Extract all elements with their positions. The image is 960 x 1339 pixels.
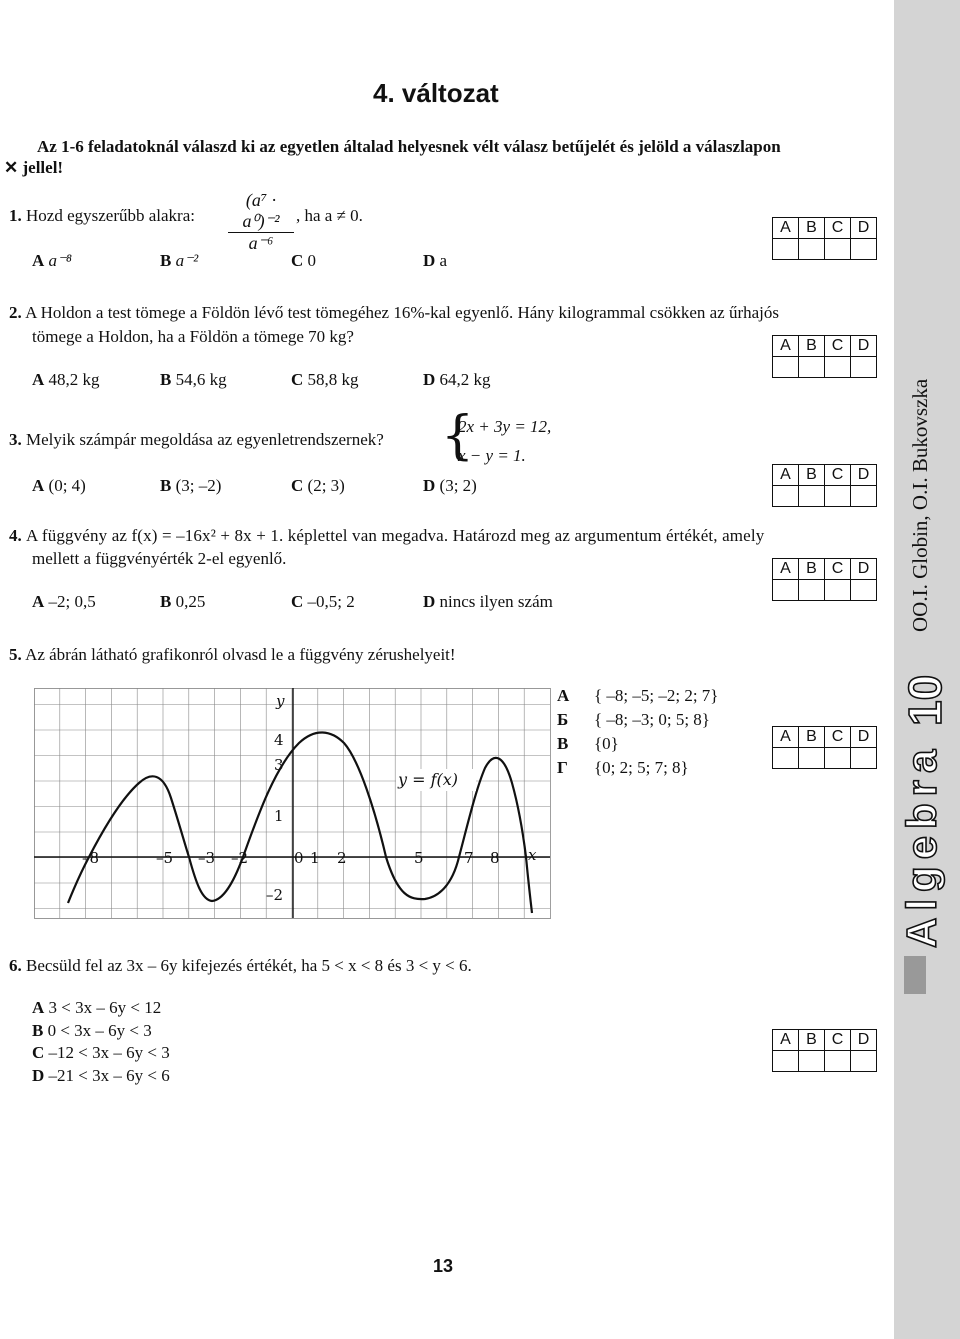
q1-answer-box-b[interactable] bbox=[799, 239, 825, 260]
q4-prompt: 4. A függvény az f(x) = –16x² + 8x + 1. képlettel van megadva. Határozd meg az argumentum értékét, amely bbox=[9, 526, 765, 545]
page-title: 4. változat bbox=[373, 78, 499, 108]
q1-prompt bbox=[9, 206, 195, 226]
q5-option-b-text: { –8; –3; 0; 5; 8} bbox=[594, 710, 710, 729]
q4-option-b: B 0,25 bbox=[160, 592, 206, 611]
q2-answer-box-c[interactable] bbox=[825, 357, 851, 378]
q4-answer-box-a[interactable] bbox=[773, 580, 799, 601]
q1-answer-box-a[interactable] bbox=[773, 239, 799, 260]
q1-denominator: a⁻⁶ bbox=[248, 233, 274, 253]
function-curve bbox=[68, 732, 532, 913]
q2-option-d: D 64,2 kg bbox=[423, 370, 491, 389]
q1-fraction bbox=[228, 190, 294, 254]
q5-answer-box-c[interactable] bbox=[825, 748, 851, 769]
q6-answer-box-a[interactable] bbox=[773, 1051, 799, 1072]
page-number: 13 bbox=[433, 1256, 454, 1276]
q4-answer-box-b[interactable] bbox=[799, 580, 825, 601]
y-tick-1: 1 bbox=[274, 807, 284, 825]
q3-option-d: D (3; 2) bbox=[423, 476, 477, 495]
q3-option-a: A (0; 4) bbox=[32, 476, 86, 495]
x-tick-minus3: –3 bbox=[198, 849, 216, 867]
q5-option-a: А bbox=[557, 686, 570, 705]
q2-option-c: C 58,8 kg bbox=[291, 370, 359, 389]
x-tick-8: 8 bbox=[490, 849, 500, 867]
q6-answer-box-c[interactable] bbox=[825, 1051, 851, 1072]
y-tick-3: 3 bbox=[274, 756, 284, 774]
q1-answer-box-c[interactable] bbox=[825, 239, 851, 260]
instructions-tail: jellel! bbox=[22, 158, 64, 177]
q2-prompt-line2: tömege a Holdon, ha a Földön a tömege 70 kg? bbox=[32, 327, 354, 346]
sidebar-grade: 10 bbox=[899, 674, 951, 726]
x-tick-minus5: –5 bbox=[156, 849, 174, 867]
cross-icon: ✕ bbox=[4, 158, 19, 177]
x-axis-label: x bbox=[528, 846, 537, 864]
q2-prompt: 2. A Holdon a test tömege a Földön lévő test tömegéhez 16%-kal egyenlő. Hány kilogrammal csökken az űrhajós bbox=[9, 303, 780, 322]
q5-option-a-text: { –8; –5; –2; 2; 7} bbox=[594, 686, 719, 705]
q3-system-brace: { bbox=[441, 406, 475, 466]
q5-answer-box-d[interactable] bbox=[851, 748, 877, 769]
q4-answer-grid: A B C D bbox=[772, 558, 877, 601]
q1-answer-box-d[interactable] bbox=[851, 239, 877, 260]
q3-answer-box-a[interactable] bbox=[773, 486, 799, 507]
q3-answer-grid: A B C D bbox=[772, 464, 877, 507]
q2-answer-box-a[interactable] bbox=[773, 357, 799, 378]
q1-numerator: (a⁷ · a⁰)⁻² bbox=[228, 190, 294, 233]
q5-answer-grid: A B C D bbox=[772, 726, 877, 769]
instructions: Az 1-6 feladatoknál válaszd ki az egyetlen általad helyesnek vélt válasz betűjelét és jelöld a válaszlapon bbox=[37, 137, 781, 156]
q6-option-d: D –21 < 3x – 6y < 6 bbox=[32, 1066, 170, 1085]
q1-number: 1. bbox=[9, 206, 22, 225]
q1-option-c: C 0 bbox=[291, 251, 317, 270]
sidebar-subject: Algebra bbox=[898, 742, 945, 948]
function-graph bbox=[34, 688, 552, 920]
q4-option-d: D nincs ilyen szám bbox=[423, 592, 553, 611]
q1-option-b: B a⁻² bbox=[160, 251, 199, 270]
q5-option-b: Б bbox=[557, 710, 569, 729]
x-tick-0: 0 bbox=[294, 849, 304, 867]
q4-prompt-line2: mellett a függvényérték 2-el egyenlő. bbox=[32, 549, 287, 568]
q6-option-c: C –12 < 3x – 6y < 3 bbox=[32, 1043, 170, 1062]
sidebar-decor-block bbox=[904, 956, 926, 994]
q5-option-c: В bbox=[557, 734, 569, 753]
q5-option-d-text: {0; 2; 5; 7; 8} bbox=[594, 758, 689, 777]
q6-answer-box-d[interactable] bbox=[851, 1051, 877, 1072]
q3-option-c: C (2; 3) bbox=[291, 476, 345, 495]
q1-option-a: A a⁻⁸ bbox=[32, 251, 72, 270]
function-label: y = f(x) bbox=[398, 770, 459, 789]
y-tick-minus2: –2 bbox=[266, 886, 284, 904]
q5-option-c-text: {0} bbox=[594, 734, 619, 753]
q6-answer-box-b[interactable] bbox=[799, 1051, 825, 1072]
x-tick-5: 5 bbox=[414, 849, 424, 867]
q2-option-a: A 48,2 kg bbox=[32, 370, 100, 389]
q5-option-d: Г bbox=[557, 758, 568, 777]
q6-option-b: B 0 < 3x – 6y < 3 bbox=[32, 1021, 152, 1040]
q4-answer-box-d[interactable] bbox=[851, 580, 877, 601]
q2-answer-box-d[interactable] bbox=[851, 357, 877, 378]
q6-prompt: 6. Becsüld fel az 3x – 6y kifejezés értékét, ha 5 < x < 8 és 3 < y < 6. bbox=[9, 956, 472, 975]
q1-option-d: D a bbox=[423, 251, 448, 270]
q3-equation-2: x − y = 1. bbox=[458, 446, 526, 465]
q4-option-c: C –0,5; 2 bbox=[291, 592, 355, 611]
x-tick-7: 7 bbox=[464, 849, 474, 867]
q3-answer-box-b[interactable] bbox=[799, 486, 825, 507]
q1-text: Hozd egyszerűbb alakra: bbox=[26, 206, 195, 225]
q1-answer-grid: A B C D bbox=[772, 217, 877, 260]
q6-answer-grid: A B C D bbox=[772, 1029, 877, 1072]
sidebar bbox=[894, 0, 960, 1339]
q3-prompt: 3. Melyik számpár megoldása az egyenletrendszernek? bbox=[9, 430, 384, 449]
x-tick-2: 2 bbox=[337, 849, 347, 867]
sidebar-authors: OO.I. Globin, O.I. Bukovszka bbox=[908, 378, 932, 632]
y-axis-label: y bbox=[276, 692, 285, 710]
q4-option-a: A –2; 0,5 bbox=[32, 592, 96, 611]
q5-prompt: 5. Az ábrán látható grafikonról olvasd le a függvény zérushelyeit! bbox=[9, 645, 456, 664]
q2-option-b: B 54,6 kg bbox=[160, 370, 227, 389]
q3-answer-box-c[interactable] bbox=[825, 486, 851, 507]
q4-answer-box-c[interactable] bbox=[825, 580, 851, 601]
q5-answer-box-b[interactable] bbox=[799, 748, 825, 769]
x-tick-minus8: –8 bbox=[82, 849, 100, 867]
y-tick-4: 4 bbox=[274, 731, 284, 749]
q5-answer-box-a[interactable] bbox=[773, 748, 799, 769]
q1-condition: , ha a ≠ 0. bbox=[296, 206, 363, 225]
q3-option-b: B (3; –2) bbox=[160, 476, 222, 495]
x-tick-1: 1 bbox=[310, 849, 320, 867]
q3-equation-1: 2x + 3y = 12, bbox=[458, 417, 552, 436]
q2-answer-grid: A B C D bbox=[772, 335, 877, 378]
x-tick-minus2: –2 bbox=[231, 849, 249, 867]
q2-answer-box-b[interactable] bbox=[799, 357, 825, 378]
q6-option-a: A 3 < 3x – 6y < 12 bbox=[32, 998, 162, 1017]
q3-answer-box-d[interactable] bbox=[851, 486, 877, 507]
instructions-line2 bbox=[4, 158, 63, 178]
